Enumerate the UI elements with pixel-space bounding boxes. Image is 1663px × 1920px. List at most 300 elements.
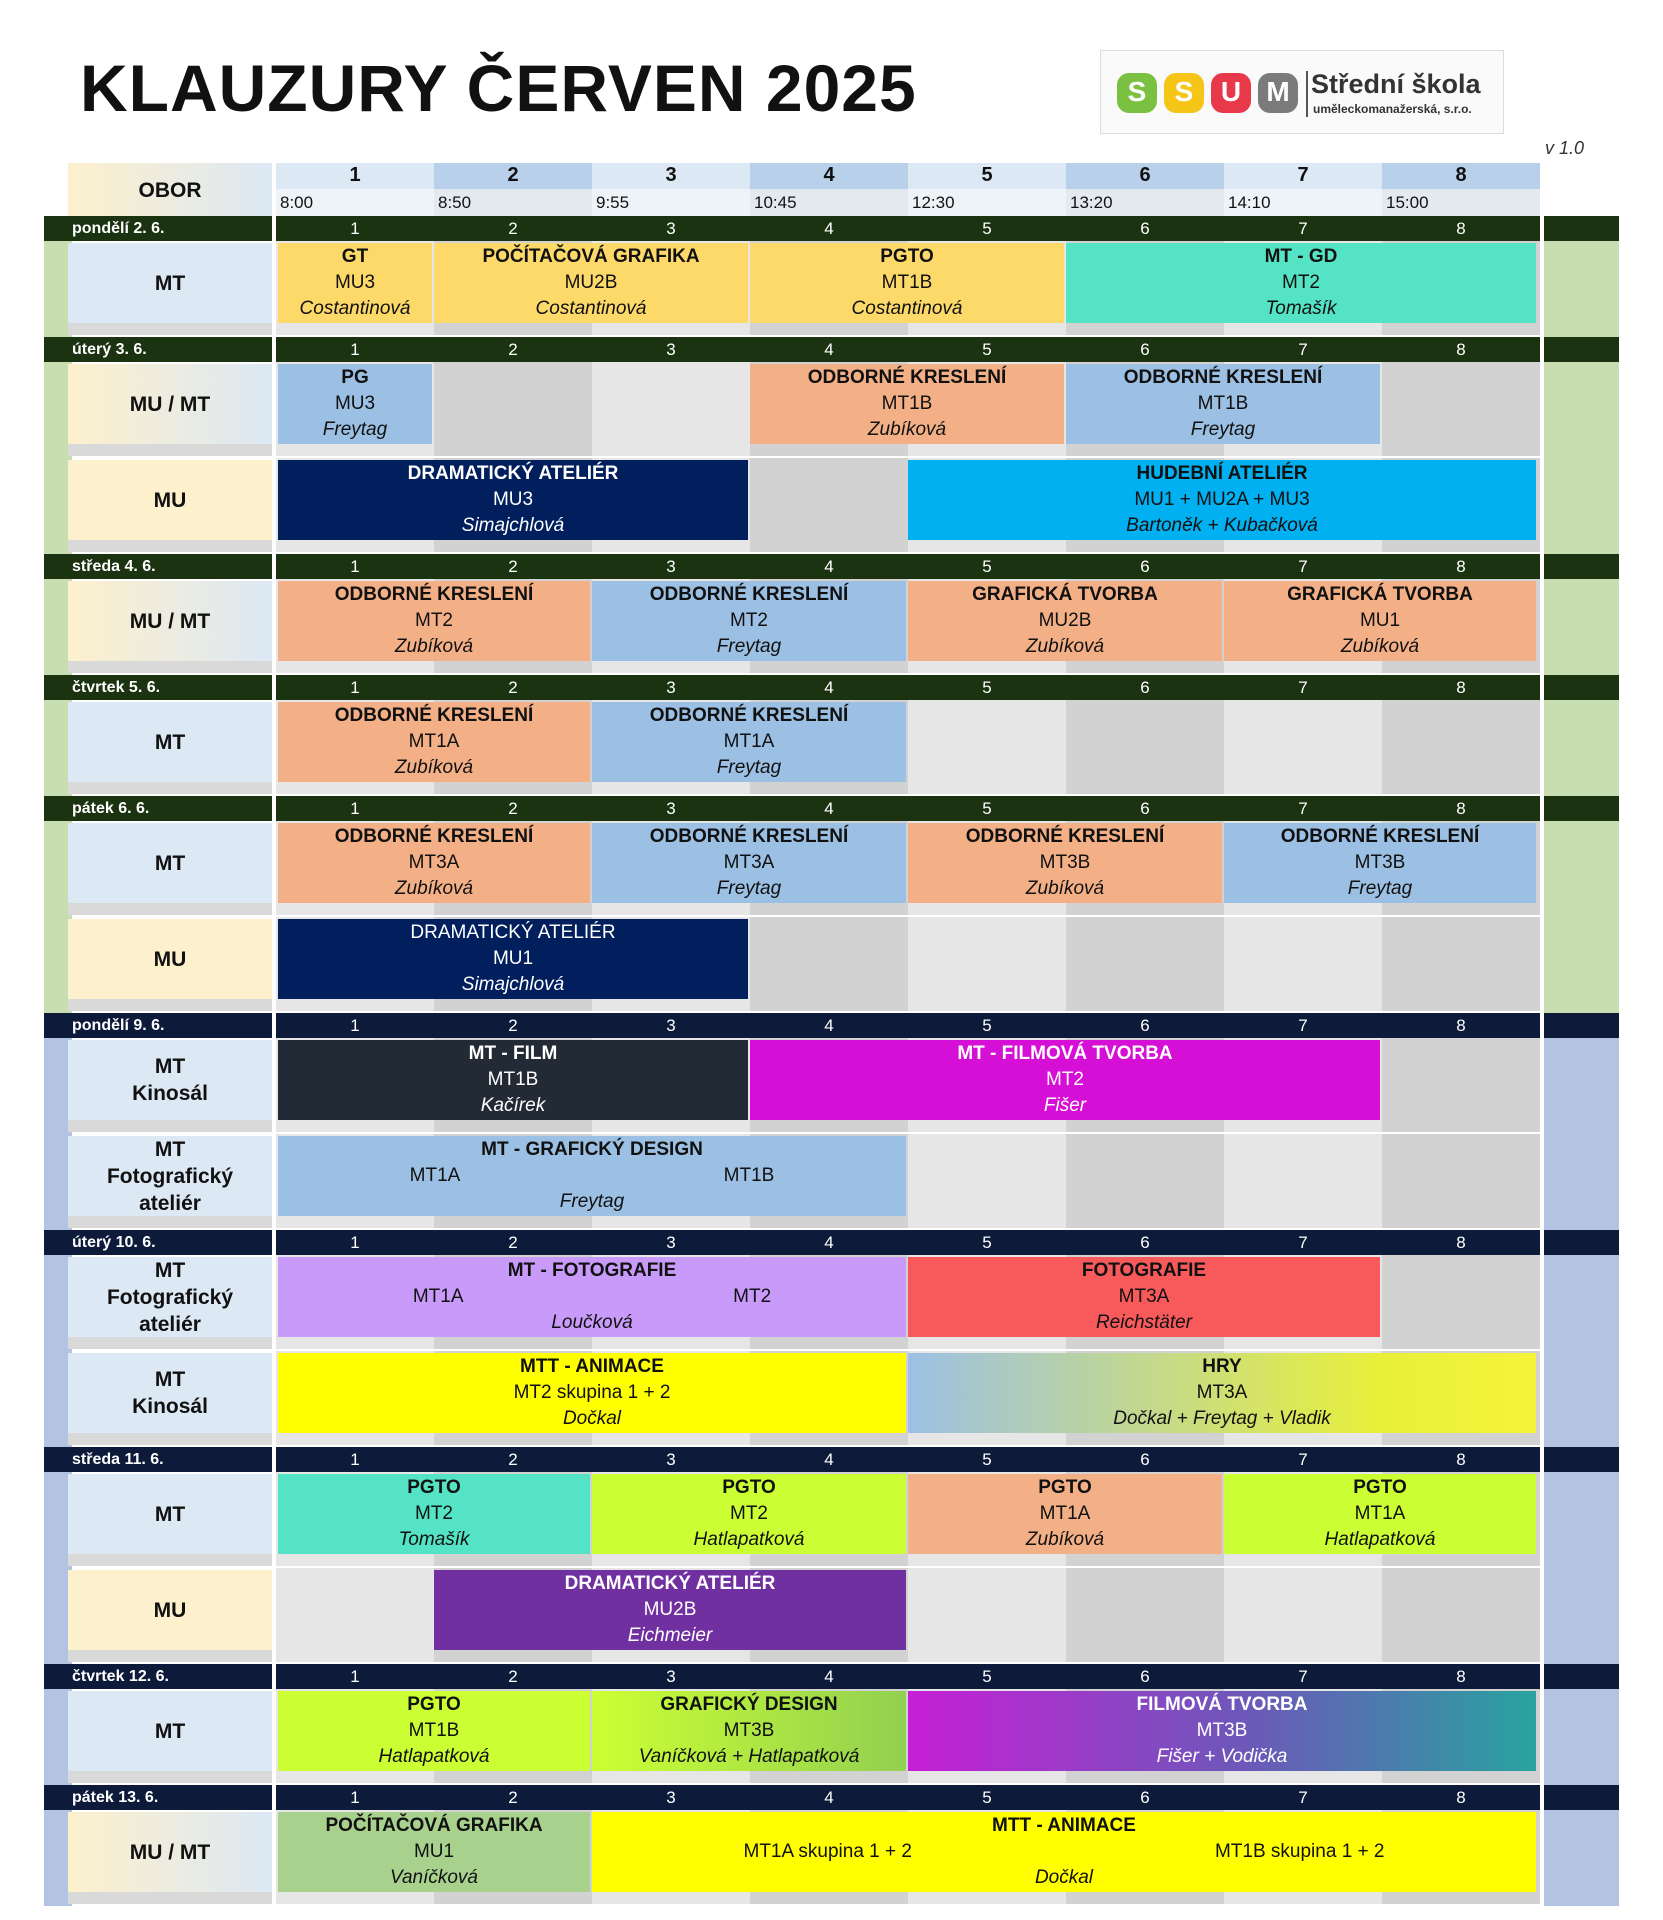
day-label: pátek 13. 6. <box>44 1785 272 1810</box>
exam-class: MT1B <box>881 393 933 414</box>
day-period-number: 5 <box>982 1788 992 1807</box>
exam-teacher: Simajchlová <box>461 515 565 536</box>
day-period-number: 2 <box>508 1016 518 1035</box>
day-period-number: 4 <box>824 557 834 576</box>
day-period-number: 6 <box>1140 557 1150 576</box>
day-period-number: 6 <box>1140 1667 1150 1686</box>
day-label: čtvrtek 5. 6. <box>44 675 272 700</box>
obor-label-underline <box>68 782 272 794</box>
exam-classes <box>592 608 906 634</box>
exam-block[interactable] <box>278 1257 906 1337</box>
obor-label: MT <box>68 1474 272 1554</box>
exam-block[interactable] <box>1066 364 1380 444</box>
exam-classes <box>278 608 590 634</box>
exam-block[interactable] <box>908 581 1222 661</box>
day-period-number: 4 <box>824 799 834 818</box>
obor-label-underline <box>68 1120 272 1132</box>
day-period-number: 3 <box>666 678 676 697</box>
exam-class: MT1B <box>408 1720 460 1741</box>
exam-title: GRAFICKÁ TVORBA <box>1287 584 1473 605</box>
exam-teacher: Fišer <box>1043 1095 1087 1116</box>
exam-title: MT - GRAFICKÝ DESIGN <box>481 1139 703 1160</box>
obor-label-underline <box>68 661 272 673</box>
exam-class: MT1B <box>881 272 933 293</box>
day-period-number: 2 <box>508 557 518 576</box>
day-period-number: 5 <box>982 219 992 238</box>
exam-block[interactable] <box>908 460 1536 540</box>
exam-block[interactable] <box>278 581 590 661</box>
day-period-number: 2 <box>508 799 518 818</box>
empty-slot <box>908 1568 1066 1662</box>
obor-label-underline <box>68 323 272 335</box>
day-period-number: 1 <box>350 219 360 238</box>
exam-classes <box>592 729 906 755</box>
day-period-number: 3 <box>666 557 676 576</box>
day-period-number: 4 <box>824 340 834 359</box>
obor-label: MU <box>68 1570 272 1650</box>
exam-classes <box>278 391 432 417</box>
exam-block[interactable] <box>592 1812 1536 1892</box>
exam-title: PGTO <box>407 1477 461 1498</box>
exam-title: MT - GD <box>1264 246 1338 267</box>
exam-block[interactable] <box>1066 243 1536 323</box>
day-period-number: 6 <box>1140 219 1150 238</box>
exam-classes <box>1224 1501 1536 1527</box>
exam-title: HRY <box>1202 1356 1242 1377</box>
day-period-number: 8 <box>1456 799 1466 818</box>
day-period-number: 7 <box>1298 340 1308 359</box>
exam-classes <box>592 1839 1536 1865</box>
obor-label: MU / MT <box>68 364 272 444</box>
exam-teacher: Tomašík <box>1265 298 1337 319</box>
day-period-number: 1 <box>350 1016 360 1035</box>
exam-block[interactable] <box>750 1040 1380 1120</box>
day-period-number: 7 <box>1298 1233 1308 1252</box>
exam-classes <box>278 487 748 513</box>
exam-title: ODBORNÉ KRESLENÍ <box>1123 367 1323 388</box>
empty-slot <box>1224 917 1382 1011</box>
day-label: středa 11. 6. <box>44 1447 272 1472</box>
day-bar-end <box>1544 1013 1619 1038</box>
obor-label-underline <box>68 1554 272 1566</box>
exam-teacher: Dočkal + Freytag + Vladik <box>1113 1408 1331 1429</box>
empty-slot <box>908 1134 1066 1228</box>
obor-label: MT <box>68 243 272 323</box>
exam-title: DRAMATICKÝ ATELIÉR <box>410 922 616 943</box>
empty-slot <box>1224 1568 1382 1662</box>
exam-teacher: Hatlapatková <box>378 1746 490 1767</box>
exam-teacher: Dočkal <box>1034 1867 1094 1888</box>
obor-label-underline <box>68 1771 272 1783</box>
exam-class: MU3 <box>492 489 534 510</box>
day-period-number: 3 <box>666 1667 676 1686</box>
exam-class: MU3 <box>334 272 376 293</box>
exam-title: POČÍTAČOVÁ GRAFIKA <box>482 246 700 267</box>
obor-label: MT Kinosál <box>68 1353 272 1433</box>
day-label: úterý 10. 6. <box>44 1230 272 1255</box>
exam-class: MT1A <box>408 731 460 752</box>
exam-teacher: Kačírek <box>480 1095 546 1116</box>
exam-teacher: Hatlapatková <box>1324 1529 1436 1550</box>
empty-slot <box>1066 917 1224 1011</box>
exam-class: MT2 <box>1282 272 1320 293</box>
header-period-number: 7 <box>1224 163 1382 189</box>
exam-teacher: Vaníčková + Hatlapatková <box>638 1746 860 1767</box>
obor-label: MU <box>68 919 272 999</box>
exam-teacher: Freytag <box>1190 419 1256 440</box>
exam-block[interactable] <box>1224 1474 1536 1554</box>
exam-block[interactable] <box>750 364 1064 444</box>
empty-slot <box>592 362 750 456</box>
exam-title: PGTO <box>880 246 934 267</box>
exam-classes <box>278 270 432 296</box>
day-period-number: 2 <box>508 678 518 697</box>
exam-block[interactable] <box>278 823 590 903</box>
exam-classes <box>1066 270 1536 296</box>
obor-label-underline <box>68 999 272 1011</box>
day-period-number: 6 <box>1140 1016 1150 1035</box>
day-period-number: 8 <box>1456 678 1466 697</box>
exam-title: PGTO <box>407 1694 461 1715</box>
exam-class: MT2 <box>415 610 453 631</box>
logo-mark-m: M <box>1258 73 1298 113</box>
exam-class: MT3A <box>723 852 775 873</box>
day-period-number: 2 <box>508 340 518 359</box>
day-period-number: 5 <box>982 1233 992 1252</box>
day-period-number: 3 <box>666 340 676 359</box>
empty-slot <box>908 917 1066 1011</box>
day-period-number: 7 <box>1298 219 1308 238</box>
exam-class: MU2B <box>1038 610 1092 631</box>
exam-teacher: Zubíková <box>867 419 947 440</box>
day-period-number: 2 <box>508 1450 518 1469</box>
exam-class: MT1A <box>723 731 775 752</box>
empty-slot <box>750 458 908 552</box>
exam-teacher: Zubíková <box>1025 878 1105 899</box>
empty-slot <box>1382 1255 1540 1349</box>
exam-block[interactable] <box>278 460 748 540</box>
exam-class: MT2 <box>733 1286 772 1307</box>
exam-class: MT3B <box>1039 852 1091 873</box>
exam-classes <box>278 1718 590 1744</box>
side-strip-right <box>1544 579 1619 675</box>
exam-class: MT3B <box>723 1720 775 1741</box>
day-label: čtvrtek 12. 6. <box>44 1664 272 1689</box>
exam-classes <box>1066 391 1380 417</box>
logo-mark-s2: S <box>1164 73 1204 113</box>
exam-block[interactable] <box>278 243 432 323</box>
day-bar-end <box>1544 1230 1619 1255</box>
exam-class: MU1 <box>492 948 534 969</box>
day-period-number: 2 <box>508 1667 518 1686</box>
exam-class: MT2 <box>730 610 768 631</box>
exam-classes <box>750 391 1064 417</box>
day-label: úterý 3. 6. <box>44 337 272 362</box>
header-period-time: 8:00 <box>276 189 434 217</box>
exam-class: MU3 <box>334 393 376 414</box>
exam-classes <box>1224 608 1536 634</box>
obor-label-underline <box>68 1892 272 1904</box>
day-period-number: 6 <box>1140 799 1150 818</box>
header-period-time: 8:50 <box>434 189 592 217</box>
exam-block[interactable] <box>1224 823 1536 903</box>
exam-block[interactable] <box>750 243 1064 323</box>
logo-mark-u: U <box>1211 73 1251 113</box>
day-period-number: 5 <box>982 799 992 818</box>
empty-slot <box>1382 1038 1540 1132</box>
day-period-number: 4 <box>824 1788 834 1807</box>
obor-label-underline <box>68 444 272 456</box>
day-period-number: 1 <box>350 799 360 818</box>
day-period-number: 5 <box>982 1667 992 1686</box>
exam-block[interactable] <box>278 919 748 999</box>
exam-title: FOTOGRAFIE <box>1081 1260 1207 1281</box>
exam-title: ODBORNÉ KRESLENÍ <box>649 705 849 726</box>
exam-block[interactable] <box>278 702 590 782</box>
exam-title: FILMOVÁ TVORBA <box>1136 1694 1308 1715</box>
exam-block[interactable] <box>278 364 432 444</box>
day-bar-end <box>1544 337 1619 362</box>
day-bar-end <box>1544 675 1619 700</box>
exam-teacher: Freytag <box>322 419 388 440</box>
exam-teacher: Fišer + Vodička <box>1156 1746 1288 1767</box>
exam-block[interactable] <box>434 1570 906 1650</box>
exam-class: MU1 + MU2A + MU3 <box>1134 489 1310 510</box>
obor-label: MU / MT <box>68 581 272 661</box>
exam-block[interactable] <box>278 1474 590 1554</box>
day-period-number: 1 <box>350 340 360 359</box>
obor-label-underline <box>68 1650 272 1662</box>
exam-title: DRAMATICKÝ ATELIÉR <box>564 1573 776 1594</box>
side-strip-right <box>1544 700 1619 796</box>
exam-title: POČÍTAČOVÁ GRAFIKA <box>325 1815 543 1836</box>
empty-slot <box>1382 700 1540 794</box>
day-bar-end <box>1544 1447 1619 1472</box>
obor-label: MT <box>68 823 272 903</box>
obor-label-underline <box>68 1337 272 1349</box>
header-period-number: 3 <box>592 163 750 189</box>
empty-slot <box>276 1568 434 1662</box>
exam-classes <box>908 1284 1380 1310</box>
side-strip-right <box>1544 241 1619 337</box>
exam-block[interactable] <box>908 1691 1536 1771</box>
exam-block[interactable] <box>278 1812 590 1892</box>
day-period-number: 3 <box>666 219 676 238</box>
exam-classes <box>1224 850 1536 876</box>
day-period-number: 5 <box>982 1450 992 1469</box>
exam-class: MU2B <box>564 272 618 293</box>
exam-title: HUDEBNÍ ATELIÉR <box>1136 463 1308 484</box>
exam-teacher: Dočkal <box>562 1408 622 1429</box>
exam-teacher: Freytag <box>716 757 782 778</box>
exam-teacher: Zubíková <box>394 757 474 778</box>
day-period-number: 1 <box>350 1788 360 1807</box>
empty-slot <box>1224 700 1382 794</box>
day-period-number: 1 <box>350 1233 360 1252</box>
page-title: KLAUZURY ČERVEN 2025 <box>80 51 917 125</box>
exam-class: MT1B <box>487 1069 539 1090</box>
exam-block[interactable] <box>908 1353 1536 1433</box>
exam-classes <box>278 729 590 755</box>
exam-teacher: Zubíková <box>1340 636 1420 657</box>
obor-label: MT Kinosál <box>68 1040 272 1120</box>
exam-block[interactable] <box>434 243 748 323</box>
empty-slot <box>1382 1134 1540 1228</box>
day-period-number: 3 <box>666 1233 676 1252</box>
exam-class: MT2 <box>730 1503 768 1524</box>
day-period-number: 2 <box>508 1233 518 1252</box>
exam-classes <box>278 1501 590 1527</box>
exam-title: MTT - ANIMACE <box>992 1815 1136 1836</box>
exam-teacher: Zubíková <box>1025 1529 1105 1550</box>
exam-block[interactable] <box>278 1691 590 1771</box>
empty-slot <box>434 362 592 456</box>
day-period-number: 7 <box>1298 1016 1308 1035</box>
day-period-number: 4 <box>824 1667 834 1686</box>
exam-teacher: Bartoněk + Kubačková <box>1126 515 1318 536</box>
logo-mark-s1: S <box>1117 73 1157 113</box>
exam-classes <box>908 487 1536 513</box>
obor-label: MU / MT <box>68 1812 272 1892</box>
exam-classes <box>434 1597 906 1623</box>
exam-block[interactable] <box>1224 581 1536 661</box>
exam-title: ODBORNÉ KRESLENÍ <box>807 367 1007 388</box>
day-bar-end <box>1544 554 1619 579</box>
exam-block[interactable] <box>278 1040 748 1120</box>
empty-slot <box>1066 700 1224 794</box>
day-bar-end <box>1544 1785 1619 1810</box>
day-period-number: 8 <box>1456 1788 1466 1807</box>
exam-class: MT1B <box>723 1165 775 1186</box>
day-period-number: 3 <box>666 799 676 818</box>
exam-title: PGTO <box>1353 1477 1407 1498</box>
exam-class: MU1 <box>1359 610 1401 631</box>
header-period-time: 15:00 <box>1382 189 1540 217</box>
side-strip-right <box>1544 362 1619 554</box>
exam-teacher: Costantinová <box>535 298 647 319</box>
obor-label: MT <box>68 702 272 782</box>
side-strip-right <box>1544 1472 1619 1664</box>
exam-class: MU1 <box>413 1841 455 1862</box>
exam-class: MT1A <box>409 1165 461 1186</box>
header-period-number: 8 <box>1382 163 1540 189</box>
exam-class: MT1A <box>1039 1503 1091 1524</box>
exam-block[interactable] <box>592 581 906 661</box>
exam-block[interactable] <box>592 823 906 903</box>
empty-slot <box>1382 1568 1540 1662</box>
obor-label: MU <box>68 460 272 540</box>
obor-label-underline <box>68 540 272 552</box>
day-period-number: 8 <box>1456 557 1466 576</box>
day-period-number: 6 <box>1140 678 1150 697</box>
exam-block[interactable] <box>592 702 906 782</box>
day-period-number: 1 <box>350 1450 360 1469</box>
day-period-number: 5 <box>982 678 992 697</box>
exam-title: GRAFICKÝ DESIGN <box>660 1694 838 1715</box>
exam-title: PGTO <box>1038 1477 1092 1498</box>
exam-classes <box>908 608 1222 634</box>
header-period-number: 4 <box>750 163 908 189</box>
day-period-number: 2 <box>508 219 518 238</box>
side-strip-right <box>1544 1689 1619 1785</box>
exam-class: MT2 <box>1046 1069 1084 1090</box>
day-period-number: 4 <box>824 1233 834 1252</box>
day-period-number: 8 <box>1456 1233 1466 1252</box>
exam-class: MT3B <box>1354 852 1406 873</box>
day-period-number: 7 <box>1298 1450 1308 1469</box>
exam-class: MT3B <box>1196 1720 1248 1741</box>
exam-block[interactable] <box>908 1257 1380 1337</box>
exam-teacher: Simajchlová <box>461 974 565 995</box>
exam-classes <box>592 1718 906 1744</box>
day-period-number: 8 <box>1456 340 1466 359</box>
side-strip-right <box>1544 821 1619 1013</box>
exam-teacher: Tomašík <box>398 1529 470 1550</box>
exam-title: MT - FOTOGRAFIE <box>507 1260 677 1281</box>
header-obor-cell: OBOR <box>68 163 272 217</box>
exam-title: ODBORNÉ KRESLENÍ <box>334 584 534 605</box>
exam-classes <box>750 270 1064 296</box>
exam-teacher: Hatlapatková <box>693 1529 805 1550</box>
day-period-number: 6 <box>1140 1788 1150 1807</box>
header-period-time: 12:30 <box>908 189 1066 217</box>
exam-classes <box>908 1718 1536 1744</box>
exam-block[interactable] <box>908 1474 1222 1554</box>
day-period-number: 5 <box>982 340 992 359</box>
day-bar-end <box>1544 796 1619 821</box>
exam-teacher: Vaníčková <box>389 1867 478 1888</box>
header-period-time: 13:20 <box>1066 189 1224 217</box>
day-period-number: 6 <box>1140 1450 1150 1469</box>
exam-classes <box>278 1067 748 1093</box>
day-label: pondělí 2. 6. <box>44 216 272 241</box>
exam-teacher: Costantinová <box>299 298 411 319</box>
exam-block[interactable] <box>908 823 1222 903</box>
day-period-number: 8 <box>1456 1016 1466 1035</box>
day-period-number: 8 <box>1456 1667 1466 1686</box>
exam-classes <box>592 850 906 876</box>
obor-label-underline <box>68 1216 272 1228</box>
exam-class: MT3A <box>1196 1382 1248 1403</box>
exam-classes <box>908 850 1222 876</box>
empty-slot <box>1382 362 1540 456</box>
exam-block[interactable] <box>592 1691 906 1771</box>
day-period-number: 3 <box>666 1016 676 1035</box>
day-period-number: 4 <box>824 1450 834 1469</box>
exam-teacher: Freytag <box>1347 878 1413 899</box>
exam-class: MT3A <box>1118 1286 1170 1307</box>
exam-block[interactable] <box>592 1474 906 1554</box>
header-period-number: 1 <box>276 163 434 189</box>
exam-block[interactable] <box>278 1136 906 1216</box>
day-label: středa 4. 6. <box>44 554 272 579</box>
day-period-number: 4 <box>824 678 834 697</box>
exam-teacher: Zubíková <box>394 636 474 657</box>
version-label: v 1.0 <box>1545 138 1585 158</box>
exam-classes <box>592 1501 906 1527</box>
day-period-number: 7 <box>1298 678 1308 697</box>
exam-classes <box>278 946 748 972</box>
logo-subtitle: uměleckomanažerská, s.r.o. <box>1313 102 1472 116</box>
empty-slot <box>1066 1568 1224 1662</box>
day-period-number: 7 <box>1298 1788 1308 1807</box>
exam-title: MTT - ANIMACE <box>520 1356 664 1377</box>
empty-slot <box>750 917 908 1011</box>
exam-title: GT <box>341 246 369 267</box>
exam-teacher: Freytag <box>716 636 782 657</box>
exam-block[interactable] <box>278 1353 906 1433</box>
side-strip-right <box>1544 1255 1619 1447</box>
